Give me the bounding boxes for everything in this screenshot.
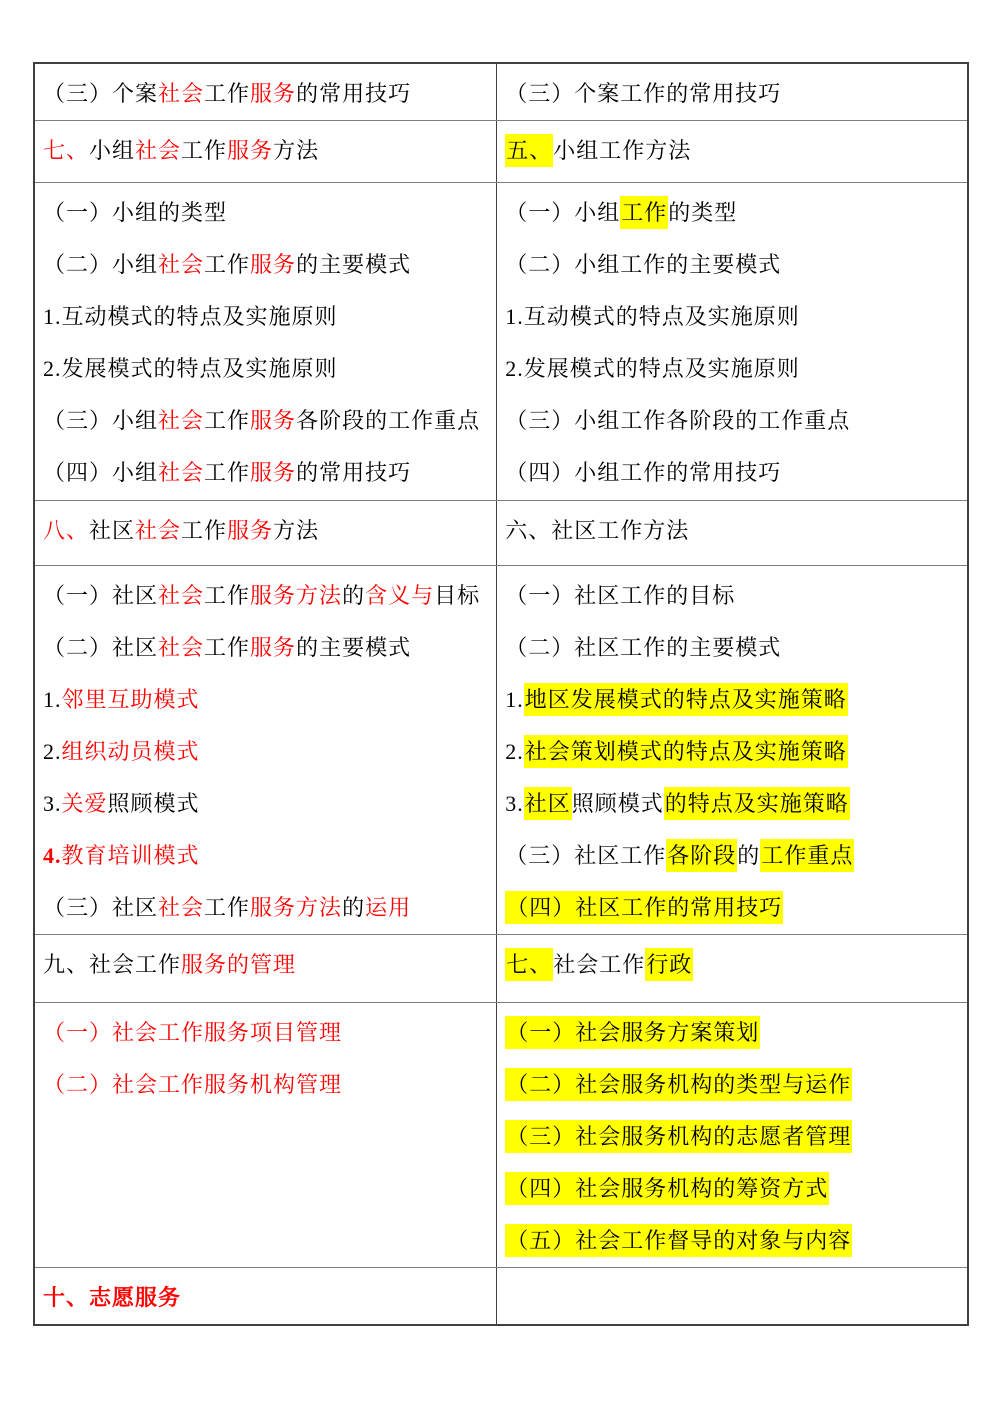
text-run: 的: [342, 895, 366, 920]
text-run: 小组: [89, 138, 136, 163]
text-run: （三）小组: [43, 408, 159, 433]
text-run: 1.: [43, 687, 62, 712]
cell-line: [43, 125, 490, 177]
cell-line: [505, 343, 961, 395]
cell-line: [43, 187, 490, 239]
text-run-highlighted: （四）社会服务机构的筹资方式: [505, 1172, 829, 1205]
text-run: 方法: [273, 518, 320, 543]
text-run: 2.: [505, 739, 524, 764]
text-run-highlighted: （四）社区工作的常用技巧: [505, 891, 783, 924]
cell-line: [505, 447, 961, 499]
table-row: [35, 64, 967, 121]
cell-line: [43, 570, 490, 622]
cell-line: [505, 187, 961, 239]
table-row: [35, 935, 967, 1003]
cell-line: [505, 395, 961, 447]
text-run-highlighted: （五）社会工作督导的对象与内容: [505, 1224, 852, 1257]
text-run-red: 服务: [250, 408, 297, 433]
text-run-red: 组织动员模式: [61, 739, 200, 764]
text-run: 工作: [204, 460, 251, 485]
table-cell-right: [497, 64, 967, 120]
cell-line: [43, 726, 490, 778]
table-row: [35, 501, 967, 566]
cell-line: [505, 68, 961, 120]
table-row: [35, 1268, 967, 1324]
text-run: 工作: [204, 635, 251, 660]
text-run: 九、社会工作: [43, 952, 182, 977]
table-cell-right: [497, 935, 967, 1002]
text-run: 社区: [89, 518, 136, 543]
text-run: 的主要模式: [296, 635, 412, 660]
cell-line: [505, 505, 961, 557]
text-run-red: 社会: [158, 895, 205, 920]
table-cell-right: [497, 501, 967, 565]
cell-line: [43, 622, 490, 674]
text-run-red: 社会: [135, 138, 182, 163]
text-run-highlighted: 社会策划模式的特点及实施策略: [524, 735, 848, 768]
text-run-highlighted: 的特点及实施策略: [664, 787, 850, 820]
cell-line: [505, 622, 961, 674]
text-run: （四）小组工作的常用技巧: [505, 460, 782, 485]
text-run-highlighted: （三）社会服务机构的志愿者管理: [505, 1120, 852, 1153]
text-run-red: 社会: [158, 583, 205, 608]
text-run: （三）个案工作的常用技巧: [505, 81, 782, 106]
comparison-table: [33, 62, 969, 1326]
cell-line: [43, 778, 490, 830]
text-run: （一）小组的类型: [43, 200, 228, 225]
cell-line: [43, 830, 490, 882]
cell-line: [43, 291, 490, 343]
text-run: （三）社区工作: [505, 843, 667, 868]
cell-line: [43, 239, 490, 291]
text-run: 的常用技巧: [296, 81, 412, 106]
cell-line: [505, 1163, 961, 1215]
text-run-red: 服务的管理: [181, 952, 297, 977]
text-run-red: 服务方法: [250, 583, 343, 608]
text-run: 的: [342, 583, 366, 608]
text-run-red: 服务: [250, 81, 297, 106]
table-cell-left: [35, 1268, 497, 1324]
cell-line: [505, 882, 961, 934]
text-run: 3.: [43, 791, 62, 816]
text-run-red: 十、志愿服务: [43, 1285, 182, 1310]
text-run: （一）小组: [505, 200, 621, 225]
text-run: 2.: [43, 739, 62, 764]
table-cell-right: [497, 1268, 967, 1324]
cell-line: [505, 778, 961, 830]
text-run: （二）社区: [43, 635, 159, 660]
text-run: 1.互动模式的特点及实施原则: [43, 304, 338, 329]
text-run: 2.发展模式的特点及实施原则: [505, 356, 800, 381]
text-run-red: （一）社会工作服务项目管理: [43, 1020, 343, 1045]
text-run-red: 服务: [227, 518, 274, 543]
text-run: 的主要模式: [296, 252, 412, 277]
text-run: （三）小组工作各阶段的工作重点: [505, 408, 851, 433]
text-run: 工作: [181, 138, 228, 163]
text-run-red: 邻里互助模式: [61, 687, 200, 712]
table-cell-right: [497, 183, 967, 500]
table-row: [35, 566, 967, 935]
cell-line: [43, 343, 490, 395]
table-cell-left: [35, 935, 497, 1002]
text-run-highlighted: （二）社会服务机构的类型与运作: [505, 1068, 852, 1101]
text-run-red: 社会: [158, 252, 205, 277]
text-run-highlighted: 工作: [620, 196, 668, 229]
cell-line: [505, 291, 961, 343]
text-run-red: 服务: [250, 635, 297, 660]
text-run-red: 服务: [250, 252, 297, 277]
table-row: [35, 121, 967, 183]
text-run: 工作: [181, 518, 228, 543]
text-run-highlighted: 地区发展模式的特点及实施策略: [524, 683, 848, 716]
text-run-red: 教育培训模式: [61, 843, 200, 868]
text-run-highlighted: 七、: [505, 948, 553, 981]
text-run: （二）社区工作的主要模式: [505, 635, 782, 660]
text-run-red: 社会: [158, 635, 205, 660]
table-row: [35, 1003, 967, 1268]
table-cell-right: [497, 121, 967, 182]
text-run: 方法: [273, 138, 320, 163]
text-run: （二）小组: [43, 252, 159, 277]
text-run: 照顾模式: [107, 791, 200, 816]
cell-line: [43, 1272, 490, 1324]
text-run-red: 运用: [365, 895, 412, 920]
cell-line: [43, 674, 490, 726]
cell-line: [43, 447, 490, 499]
text-run: 的: [737, 843, 761, 868]
text-run: 工作: [204, 81, 251, 106]
table-cell-left: [35, 1003, 497, 1267]
table-cell-left: [35, 64, 497, 120]
text-run-red: 社会: [135, 518, 182, 543]
text-run: （二）小组工作的主要模式: [505, 252, 782, 277]
cell-line: [505, 570, 961, 622]
text-run: 各阶段的工作重点: [296, 408, 481, 433]
text-run-red: 4.: [43, 843, 62, 868]
cell-line: [43, 1007, 490, 1059]
text-run: 六、社区工作方法: [505, 518, 690, 543]
cell-line: [505, 1059, 961, 1111]
cell-line: [505, 1111, 961, 1163]
table-cell-left: [35, 501, 497, 565]
table-cell-left: [35, 183, 497, 500]
text-run: 小组工作方法: [553, 138, 692, 163]
text-run-highlighted: 行政: [645, 948, 693, 981]
cell-line: [43, 1059, 490, 1111]
cell-line: [43, 939, 490, 991]
cell-line: [43, 505, 490, 557]
text-run-red: 关爱: [61, 791, 108, 816]
table-cell-left: [35, 566, 497, 934]
text-run: 目标: [434, 583, 481, 608]
text-run: （四）小组: [43, 460, 159, 485]
cell-line: [43, 882, 490, 934]
text-run-red: 社会: [158, 460, 205, 485]
text-run-red: （二）社会工作服务机构管理: [43, 1072, 343, 1097]
table-cell-right: [497, 1003, 967, 1267]
cell-line: [505, 726, 961, 778]
table-cell-right: [497, 566, 967, 934]
text-run-red: 服务方法: [250, 895, 343, 920]
text-run: 工作: [204, 252, 251, 277]
text-run: 的常用技巧: [296, 460, 412, 485]
table-cell-left: [35, 121, 497, 182]
cell-line: [505, 674, 961, 726]
text-run: 1.互动模式的特点及实施原则: [505, 304, 800, 329]
cell-line: [505, 939, 961, 991]
text-run: 工作: [204, 408, 251, 433]
cell-line: [505, 830, 961, 882]
text-run: （三）社区: [43, 895, 159, 920]
cell-line: [505, 125, 961, 177]
text-run-red: 服务: [250, 460, 297, 485]
text-run-highlighted: （一）社会服务方案策划: [505, 1016, 760, 1049]
table-row: [35, 183, 967, 501]
cell-line: [43, 395, 490, 447]
text-run-red: 八、: [43, 518, 90, 543]
text-run: （一）社区工作的目标: [505, 583, 736, 608]
text-run-red: 服务: [227, 138, 274, 163]
text-run: （一）社区: [43, 583, 159, 608]
text-run-highlighted: 五、: [505, 134, 553, 167]
text-run: （三）个案: [43, 81, 159, 106]
cell-line: [505, 1215, 961, 1267]
text-run-red: 社会: [158, 81, 205, 106]
text-run-highlighted: 工作重点: [760, 839, 854, 872]
text-run-highlighted: 各阶段: [666, 839, 737, 872]
text-run: 的类型: [668, 200, 738, 225]
text-run: 1.: [505, 687, 524, 712]
cell-line: [505, 239, 961, 291]
cell-line: [505, 1007, 961, 1059]
cell-line: [43, 68, 490, 120]
text-run-red: 社会: [158, 408, 205, 433]
text-run-red: 七、: [43, 138, 90, 163]
text-run-highlighted: 社区: [524, 787, 572, 820]
text-run: 2.发展模式的特点及实施原则: [43, 356, 338, 381]
text-run: 工作: [204, 895, 251, 920]
text-run: 照顾模式: [571, 791, 664, 816]
text-run: 社会工作: [553, 952, 646, 977]
text-run-red: 含义与: [365, 583, 435, 608]
text-run: 3.: [505, 791, 524, 816]
text-run: 工作: [204, 583, 251, 608]
